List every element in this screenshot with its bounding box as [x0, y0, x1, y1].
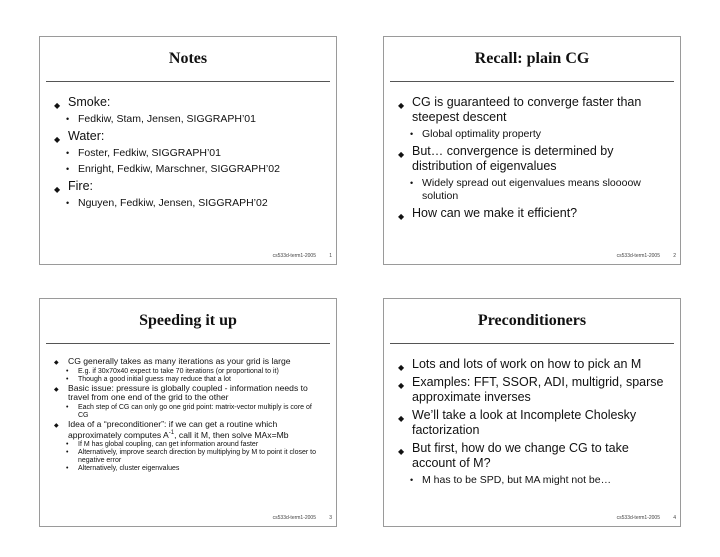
slide-title: Speeding it up: [139, 312, 237, 329]
sub-list-item: • Enright, Fedkiw, Marschner, SIGGRAPH’02: [66, 163, 280, 175]
diamond-bullet-icon: ◆: [398, 447, 405, 456]
list-item: ◆ CG generally takes as many iterations as your grid is large: [54, 357, 324, 367]
sub-list-item: • Widely spread out eigenvalues means sloooow solution: [410, 177, 641, 202]
list-item: ◆ Idea of a “preconditioner”: if we can get a routine which approximately computes $A^{-1}$, call it M, then solve MAx=Mb: [54, 418, 289, 440]
dot-bullet-icon: •: [66, 148, 70, 158]
diamond-bullet-icon: ◆: [54, 360, 59, 366]
dot-bullet-icon: •: [66, 449, 69, 457]
slide-title: Recall: plain CG: [474, 50, 590, 67]
slide-title: Preconditioners: [477, 312, 587, 329]
list-item: ◆ We’ll take a look at Incomplete Cholesky factorization: [398, 408, 637, 437]
list-item: ◆ Basic issue: pressure is globally coupled - information needs to travel from one end of the grid to the other: [54, 382, 308, 402]
slide-speeding-it-up: [39, 298, 337, 527]
dot-bullet-icon: •: [66, 367, 69, 375]
diamond-bullet-icon: ◆: [54, 135, 61, 144]
diamond-bullet-icon: ◆: [398, 363, 405, 372]
list-item: ◆ How can we make it efficient?: [398, 206, 668, 221]
diamond-bullet-icon: ◆: [398, 101, 405, 110]
title-divider: [46, 343, 330, 344]
sub-list-item: • E.g. if 30x70x40 expect to take 70 iterations (or proportional to it): [66, 367, 279, 375]
sub-list-item: • Nguyen, Fedkiw, Jensen, SIGGRAPH’02: [66, 197, 268, 209]
diamond-bullet-icon: ◆: [398, 212, 405, 221]
diamond-bullet-icon: ◆: [398, 381, 405, 390]
list-item: ◆ CG is guaranteed to converge faster than steepest descent: [398, 95, 642, 124]
sub-list-item: • Fedkiw, Stam, Jensen, SIGGRAPH’01: [66, 113, 256, 125]
sub-list-item: • Alternatively, improve search direction by multiplying by M to point it closer to negative error: [66, 449, 316, 465]
diamond-bullet-icon: ◆: [54, 101, 61, 110]
slide-recall-plain-cg: [383, 36, 681, 265]
sub-list-item: • Global optimality property: [410, 128, 542, 140]
dot-bullet-icon: •: [66, 375, 69, 383]
slide-body: [398, 95, 668, 224]
dot-bullet-icon: •: [410, 129, 414, 139]
diamond-bullet-icon: ◆: [398, 150, 405, 159]
dot-bullet-icon: •: [66, 441, 69, 449]
list-item: ◆ Fire:: [54, 179, 324, 194]
page-number: 4: [673, 515, 676, 521]
title-divider: [46, 81, 330, 82]
sub-list-item: • Though a good initial guess may reduce that a lot: [66, 375, 231, 383]
sub-list-item: • Each step of CG can only go one grid point: matrix-vector multiply is core of CG: [66, 403, 312, 419]
slide-footer: cs533d-term1-2005: [616, 515, 660, 521]
slide-footer: cs533d-term1-2005: [272, 515, 316, 521]
slide-footer: cs533d-term1-2005: [272, 253, 316, 259]
slide-preconditioners: [383, 298, 681, 527]
title-divider: [390, 343, 674, 344]
sub-list-item: • M has to be SPD, but MA might not be…: [410, 474, 612, 486]
sub-list-item: • If M has global coupling, can get information around faster: [66, 441, 259, 449]
slide-footer: cs533d-term1-2005: [616, 253, 660, 259]
list-item: ◆ But… convergence is determined by distribution of eigenvalues: [398, 144, 614, 173]
list-item: ◆ Examples: FFT, SSOR, ADI, multigrid, sparse approximate inverses: [398, 375, 664, 404]
dot-bullet-icon: •: [66, 465, 69, 473]
slide-notes: [39, 36, 337, 265]
sub-list-item: • Alternatively, cluster eigenvalues: [66, 465, 180, 473]
title-divider: [390, 81, 674, 82]
dot-bullet-icon: •: [66, 198, 70, 208]
dot-bullet-icon: •: [66, 403, 69, 411]
page-number: 2: [673, 253, 676, 259]
dot-bullet-icon: •: [66, 164, 70, 174]
sub-list-item: • Foster, Fedkiw, SIGGRAPH’01: [66, 147, 221, 159]
diamond-bullet-icon: ◆: [54, 422, 59, 429]
page-number: 3: [329, 515, 332, 521]
diamond-bullet-icon: ◆: [398, 414, 405, 423]
list-item: ◆ Water:: [54, 129, 324, 144]
list-item: ◆ Smoke:: [54, 95, 324, 110]
slide-title: Notes: [168, 50, 208, 67]
dot-bullet-icon: •: [410, 475, 414, 485]
diamond-bullet-icon: ◆: [54, 185, 61, 194]
dot-bullet-icon: •: [410, 178, 414, 188]
slide-body: [398, 357, 668, 490]
diamond-bullet-icon: ◆: [54, 386, 59, 393]
list-item: ◆ Lots and lots of work on how to pick an M: [398, 357, 668, 372]
dot-bullet-icon: •: [66, 114, 70, 124]
slide-body: [54, 357, 324, 473]
slide-body: [54, 95, 324, 213]
list-item: ◆ But first, how do we change CG to take account of M?: [398, 441, 629, 470]
page-number: 1: [329, 253, 332, 259]
